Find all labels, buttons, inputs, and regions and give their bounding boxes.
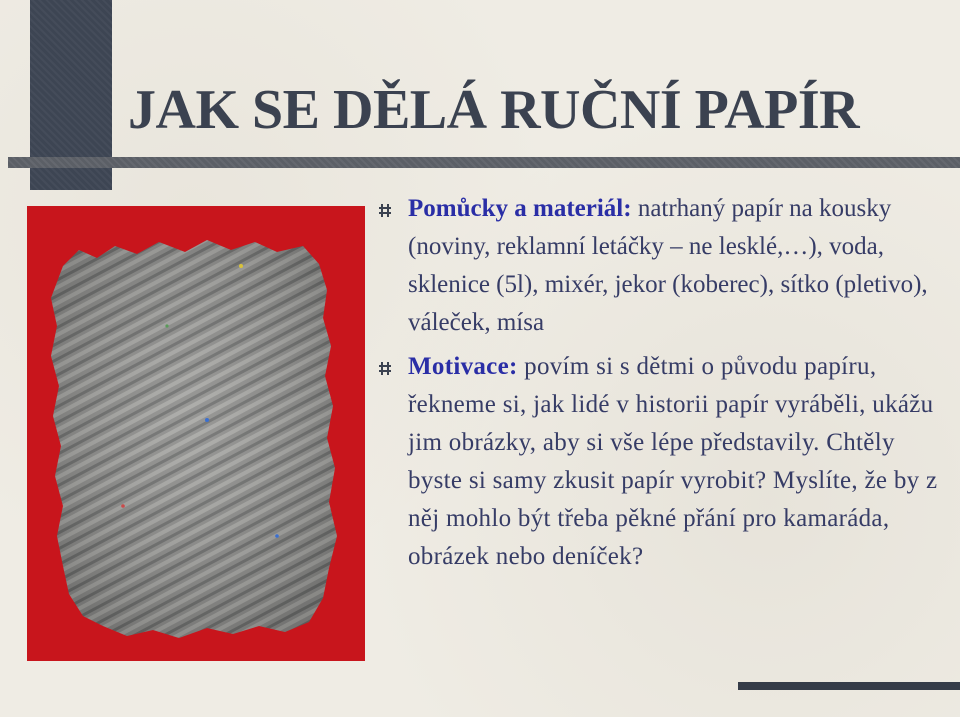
bullet-item-motivation — [375, 348, 945, 576]
bottom-rule — [738, 682, 960, 690]
bullet-text: povím si s dětmi o původu papíru, řekneme si, jak lidé v historii papír vyráběli, ukážu jim obrázky, aby si vše lépe představily. Chtěly byste si samy zkusit papír vyrobit? Myslíte, že by z něj mohlo být třeba pěkné přání pro kamaráda, obrázek nebo deníček? — [408, 353, 938, 570]
bullet-list — [375, 190, 945, 582]
handmade-paper-photo — [27, 206, 365, 661]
slide-title: JAK SE DĚLÁ RUČNÍ PAPÍR — [128, 79, 860, 141]
bullet-hash-icon — [378, 203, 392, 218]
bullet-hash-icon — [378, 361, 392, 376]
title-rule — [8, 157, 960, 168]
handmade-paper-illustration — [27, 206, 365, 661]
bullet-item-materials — [375, 190, 945, 342]
bullet-lead: Pomůcky a materiál: — [408, 195, 632, 222]
bullet-text: natrhaný papír na kousky (noviny, reklamní letáčky – ne lesklé,…), voda, sklenice (5l), mixér, jekor (koberec), sítko (pletivo), váleček, mísa — [408, 195, 928, 336]
bullet-lead: Motivace: — [408, 353, 518, 380]
